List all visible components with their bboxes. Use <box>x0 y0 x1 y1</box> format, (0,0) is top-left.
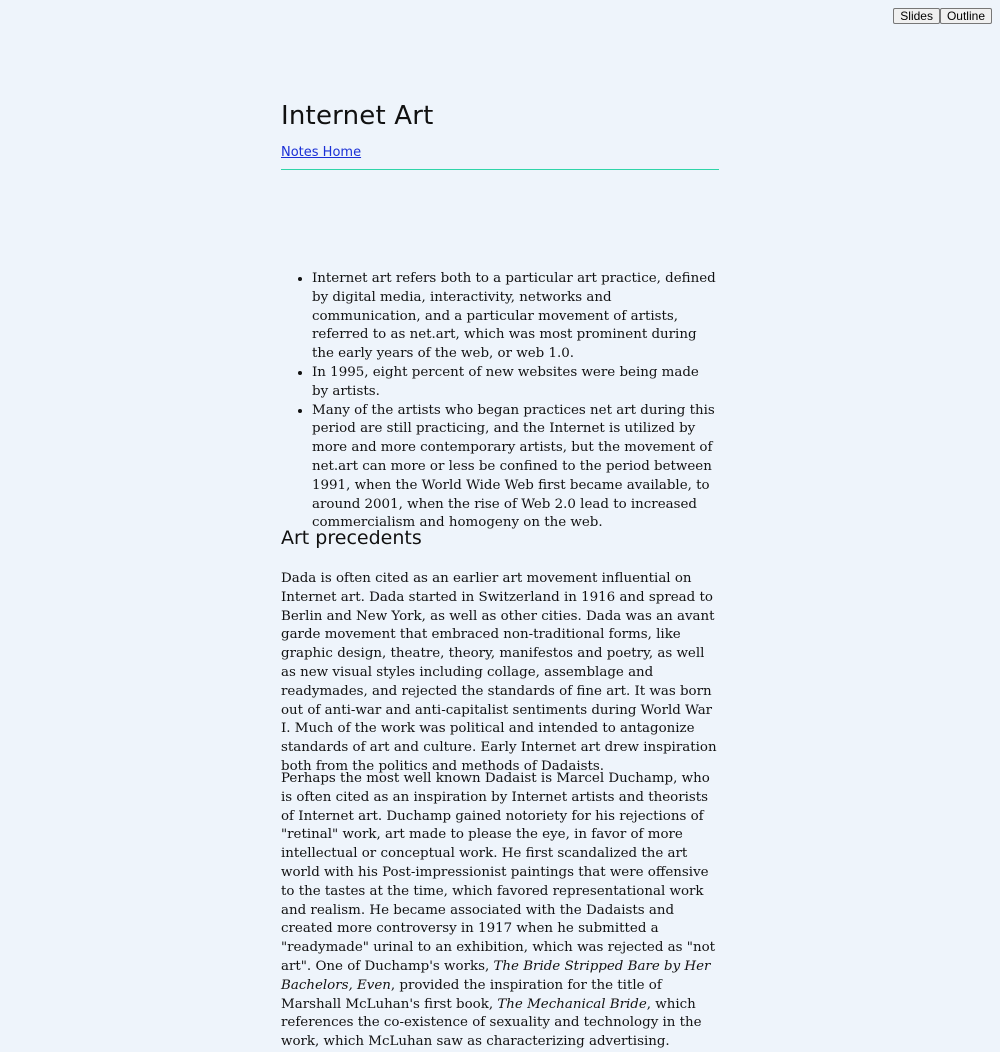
page-title: Internet Art <box>281 101 434 131</box>
list-item: • In 1995, eight percent of new websites were being made by artists. <box>312 364 719 402</box>
artwork-title: The Bride Stripped Bare by Her Bachelors, Even <box>281 958 711 993</box>
list-item: • Internet art refers both to a particular art practice, defined by digital media, interactivity, networks and communication, and a particular movement of artists, referred to as net.art, which was most prominent during the early years of the web, or web 1.0. <box>312 270 719 364</box>
paragraph-text: Perhaps the most well known Dadaist is Marcel Duchamp, who is often cited as an inspiration by Internet artists and theorists of Internet art. Duchamp gained notoriety for his rejections of "retinal" work, art made to please the eye, in favor of more intellectual or conceptual work. He first scandalized the art world with his Post-impressionist paintings that were offensive to the tastes at the time, which favored representational work and realism. He became associated with the Dadaists and created more controversy in 1917 when he submitted a "readymade" urinal to an exhibition, which was rejected as "not art". One of Duchamp's works, <box>281 771 716 974</box>
slides-button[interactable]: Slides <box>893 8 940 24</box>
view-toggle-group <box>893 8 992 24</box>
intro-list <box>281 270 719 533</box>
header-divider <box>281 169 719 170</box>
section-heading: Art precedents <box>281 527 422 549</box>
book-title: The Mechanical Bride <box>497 996 647 1012</box>
notes-home-link[interactable]: Notes Home <box>281 145 362 160</box>
list-item: • Many of the artists who began practices net art during this period are still practicing, and the Internet is utilized by more and more contemporary artists, but the movement of net.art can more or less be confined to the period between 1991, when the World Wide Web first became available, to around 2001, when the rise of Web 2.0 lead to increased commercialism and homogeny on the web. <box>312 402 719 534</box>
paragraph-dada: Dada is often cited as an earlier art movement influential on Internet art. Dada started in Switzerland in 1916 and spread to Berlin and New York, as well as other cities. Dada was an avant garde movement that embraced non-traditional forms, like graphic design, theatre, theory, manifestos and poetry, as well as new visual styles including collage, assemblage and readymades, and rejected the standards of fine art. It was born out of anti-war and anti-capitalist sentiments during World War I. Much of the work was political and intended to antagonize standards of art and culture. Early Internet art drew inspiration both from the politics and methods of Dadaists. <box>281 571 717 774</box>
paragraph-duchamp <box>281 770 719 1052</box>
paragraph-text: , which references the co-existence of sexuality and technology in the work, which McLuhan saw as characterizing advertising. <box>281 996 702 1050</box>
paragraph-text: , provided the inspiration for the title of Marshall McLuhan's first book, <box>281 977 662 1012</box>
outline-button[interactable]: Outline <box>940 8 992 24</box>
